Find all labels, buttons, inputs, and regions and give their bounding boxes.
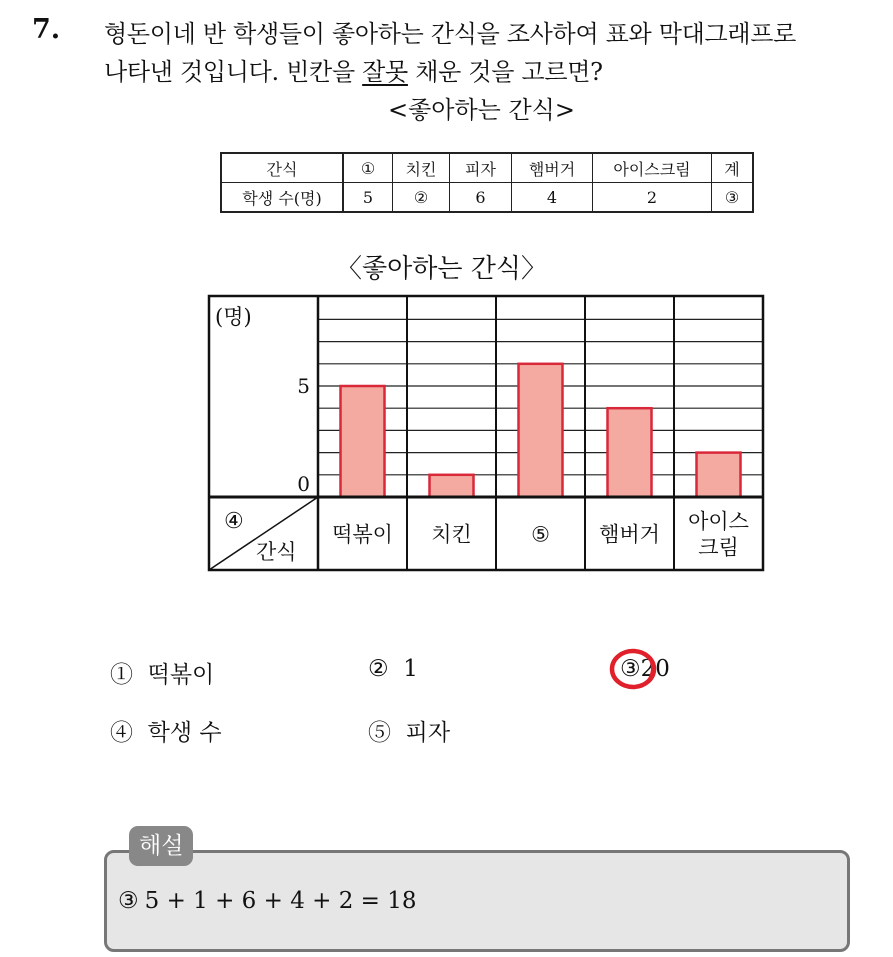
- bar: [697, 453, 741, 497]
- table-cell: 햄버거: [512, 153, 593, 183]
- table-title: <좋아하는 간식>: [388, 96, 575, 124]
- bar: [519, 364, 563, 497]
- table-cell: 치킨: [393, 153, 450, 183]
- table-cell: ①: [343, 153, 393, 183]
- table-cell: 아이스크림: [593, 153, 712, 183]
- corner-top-label: ④: [224, 509, 244, 534]
- y-axis-unit-label: (명): [215, 305, 252, 329]
- question-underlined-word: 잘못: [362, 58, 408, 86]
- table-cell: 2: [593, 183, 712, 213]
- chart-frame: [209, 296, 763, 570]
- table-cell: 계: [712, 153, 754, 183]
- x-category-label: 햄버거: [599, 522, 660, 547]
- choice-2[interactable]: ② 1: [368, 656, 418, 682]
- y-tick-label: 5: [297, 374, 310, 398]
- solution-text: ③ 5 + 1 + 6 + 4 + 2 = 18: [118, 888, 417, 914]
- choice-3[interactable]: ③20: [620, 656, 670, 682]
- table-cell: 5: [343, 183, 393, 213]
- bar: [341, 386, 385, 497]
- solution-tab: 해설: [129, 826, 193, 866]
- table-cell: 간식: [221, 153, 343, 183]
- bar: [430, 475, 474, 497]
- table-cell: 6: [450, 183, 512, 213]
- answer-circle-mark: [606, 646, 662, 692]
- y-tick-label: 0: [297, 472, 310, 496]
- x-category-label: ⑤: [531, 522, 550, 547]
- x-category-label: 크림: [698, 535, 739, 560]
- table-cell: ②: [393, 183, 450, 213]
- question-text-line1: 형돈이네 반 학생들이 좋아하는 간식을 조사하여 표와 막대그래프로: [104, 20, 797, 48]
- table-cell: 피자: [450, 153, 512, 183]
- table-cell: 학생 수(명): [221, 183, 343, 213]
- bar: [608, 408, 652, 497]
- x-category-label: 치킨: [431, 522, 472, 547]
- table-cell: 4: [512, 183, 593, 213]
- choice-4[interactable]: ④ 학생 수: [110, 720, 222, 746]
- question-line2-post: 채운 것을 고르면?: [407, 58, 603, 86]
- x-category-label: 아이스: [688, 509, 749, 534]
- choice-5[interactable]: ⑤ 피자: [368, 720, 451, 746]
- choice-1[interactable]: ① 떡볶이: [110, 662, 215, 688]
- corner-bottom-label: 간식: [256, 540, 297, 564]
- chart-title: 〈좋아하는 간식〉: [336, 254, 547, 284]
- question-number: 7.: [32, 14, 61, 45]
- table-cell: ③: [712, 183, 754, 213]
- x-category-label: 떡볶이: [332, 522, 393, 547]
- question-line2-pre: 나타낸 것입니다. 빈칸을: [104, 58, 363, 86]
